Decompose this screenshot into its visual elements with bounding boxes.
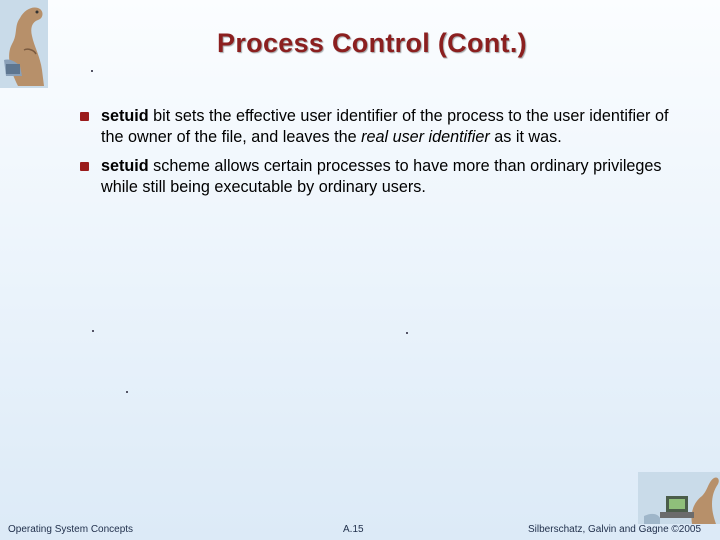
bullet-item [80,106,680,148]
speck-decoration [406,332,408,334]
square-bullet-icon [80,162,89,171]
keyword: setuid [101,107,149,125]
bullet-text-end: as it was. [489,128,562,146]
italic-term: real user identifier [361,128,490,146]
speck-decoration [91,70,93,72]
footer-copyright: Silberschatz, Galvin and Gagne ©2005 [528,524,702,535]
keyword: setuid [101,157,149,175]
bullet-text: scheme allows certain processes to have more than ordinary privileges while still being executable by ordinary users. [101,157,662,196]
footer-slide-number: A.15 [343,524,364,535]
bullet-text: bit sets the effective user identifier of the process to the user identifier of the owner of the file, and leaves the [101,107,669,146]
bullet-list [80,106,680,206]
bullet-item [80,156,680,198]
speck-decoration [126,391,128,393]
square-bullet-icon [80,112,89,121]
page-title: Process Control (Cont.) [217,28,527,58]
dinosaur-computer-icon [638,472,720,524]
footer-course-title: Operating System Concepts [8,524,134,535]
speck-decoration [92,330,94,332]
